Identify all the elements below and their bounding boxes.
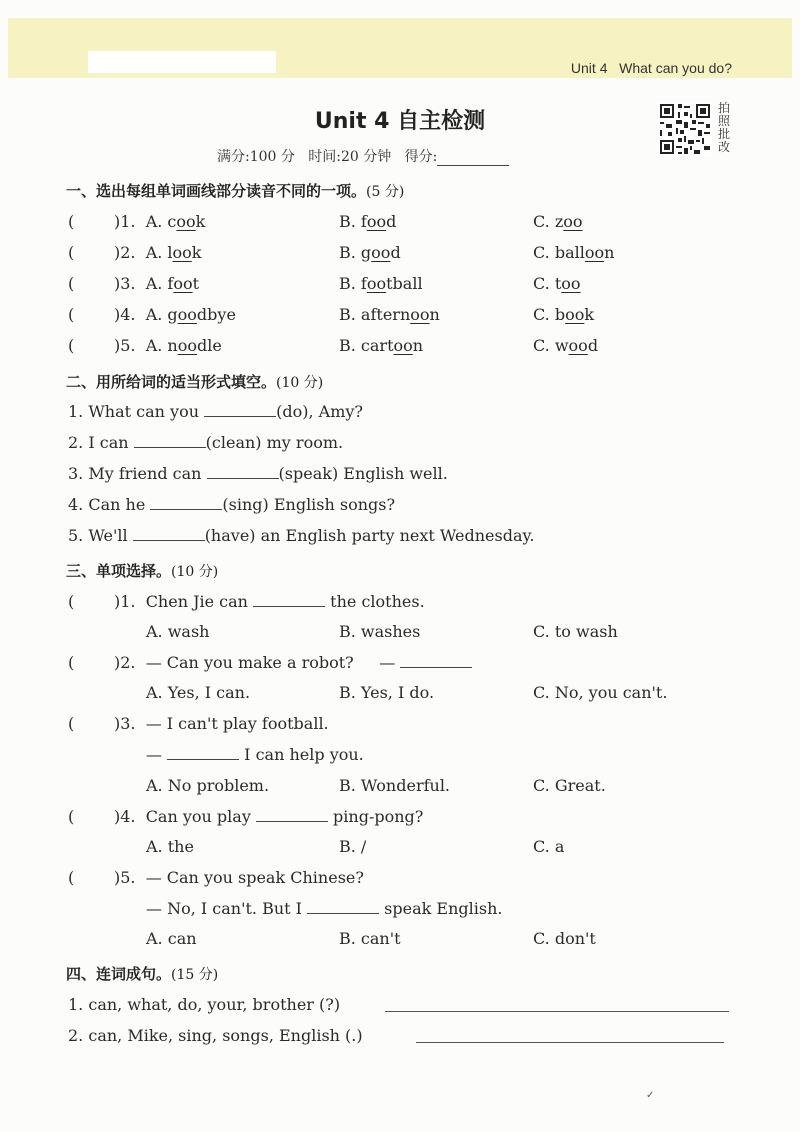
section1-heading: 一、选出每组单词画线部分读音不同的一项。(5 分) [66,182,405,200]
s3-q3-stem: )3. — I can't play football. [114,714,329,733]
s3-q1-option-c: C. to wash [533,622,618,641]
answer-line-2[interactable] [416,1042,724,1043]
s3-q1-paren: ( [68,592,75,611]
section2-heading: 二、用所给词的适当形式填空。(10 分) [66,373,324,391]
header-white-box [88,51,276,73]
corner-mark: ✓ [646,1090,655,1101]
s1-item-5-option-a: )5. A. noodle [114,336,222,355]
s3-q4-option-a: A. the [146,837,194,856]
s1-item-5-option-b: B. cartoon [339,336,424,355]
s1-item-2-option-b: B. good [339,243,401,262]
s3-q1-option-b: B. washes [339,622,421,641]
s2-item-2: 2. I can (clean) my room. [68,433,344,452]
s1-item-3-option-a: )3. A. foot [114,274,200,293]
s4-item-2: 2. can, Mike, sing, songs, English (.) [68,1026,363,1045]
fill-blank[interactable] [134,433,206,448]
s4-item-1: 1. can, what, do, your, brother (?) [68,995,341,1014]
s3-q1-option-a: A. wash [146,622,210,641]
s1-item-1-paren: ( [68,212,75,231]
s3-q5-stem: )5. — Can you speak Chinese? [114,868,364,887]
score-label: 得分: [404,149,438,165]
s3-q2-option-b: B. Yes, I do. [339,683,435,702]
meta-line [217,146,509,166]
s3-q1-stem: )1. Chen Jie can the clothes. [114,592,425,611]
s3-q4-option-c: C. a [533,837,565,856]
s1-item-1-option-b: B. food [339,212,397,231]
section4-heading: 四、连词成句。(15 分) [66,965,219,983]
time-limit: 时间:20 分钟 [308,149,392,165]
s3-q4-option-b: B. / [339,837,367,856]
s2-item-3: 3. My friend can (speak) English well. [68,464,448,483]
s3-q5-option-a: A. can [146,929,197,948]
fill-blank[interactable] [204,402,276,417]
fill-blank[interactable] [207,464,279,479]
s1-item-4-option-c: C. book [533,305,595,324]
s1-item-5-option-c: C. wood [533,336,599,355]
s2-item-4: 4. Can he (sing) English songs? [68,495,396,514]
fill-blank[interactable] [400,653,472,668]
s3-q2-paren: ( [68,653,75,672]
fill-blank[interactable] [133,526,205,541]
section3-heading: 三、单项选择。(10 分) [66,562,219,580]
s3-q3-paren: ( [68,714,75,733]
s1-item-3-option-c: C. too [533,274,581,293]
s1-item-3-paren: ( [68,274,75,293]
full-score: 满分:100 分 [217,149,295,165]
qr-code-icon [658,102,712,156]
s3-q2-option-a: A. Yes, I can. [146,683,251,702]
fill-blank[interactable] [256,807,328,822]
header-unit-label: Unit 4 What can you do? [570,60,732,76]
fill-blank[interactable] [167,745,239,760]
s1-item-2-paren: ( [68,243,75,262]
s3-q3-option-a: A. No problem. [146,776,270,795]
s1-item-3-option-b: B. football [339,274,423,293]
s3-q4-paren: ( [68,807,75,826]
s1-item-4-paren: ( [68,305,75,324]
fill-blank[interactable] [307,899,379,914]
fill-blank[interactable] [253,592,325,607]
s3-q3-option-c: C. Great. [533,776,606,795]
s2-item-1: 1. What can you (do), Amy? [68,402,363,421]
s1-item-1-option-a: )1. A. cook [114,212,206,231]
s2-item-5: 5. We'll (have) an English party next Wednesday. [68,526,535,545]
s3-q3-option-b: B. Wonderful. [339,776,451,795]
s1-item-1-option-c: C. zoo [533,212,583,231]
s3-q3-line2: — I can help you. [146,745,364,764]
s3-q2-stem: )2. — Can you make a robot? — [114,653,472,672]
answer-line-1[interactable] [385,1011,729,1012]
score-blank[interactable] [437,151,509,166]
s1-item-4-option-a: )4. A. goodbye [114,305,236,324]
s3-q5-option-b: B. can't [339,929,401,948]
s1-item-2-option-c: C. balloon [533,243,615,262]
s3-q4-stem: )4. Can you play ping-pong? [114,807,424,826]
s3-q2-option-c: C. No, you can't. [533,683,668,702]
s1-item-4-option-b: B. afternoon [339,305,440,324]
qr-caption: 拍照批改 [718,101,731,154]
s1-item-5-paren: ( [68,336,75,355]
s1-item-2-option-a: )2. A. look [114,243,202,262]
s3-q5-option-c: C. don't [533,929,596,948]
s3-q5-paren: ( [68,868,75,887]
s3-q5-line2: — No, I can't. But I speak English. [146,899,503,918]
fill-blank[interactable] [150,495,222,510]
page-title: Unit 4 自主检测 [314,109,486,134]
